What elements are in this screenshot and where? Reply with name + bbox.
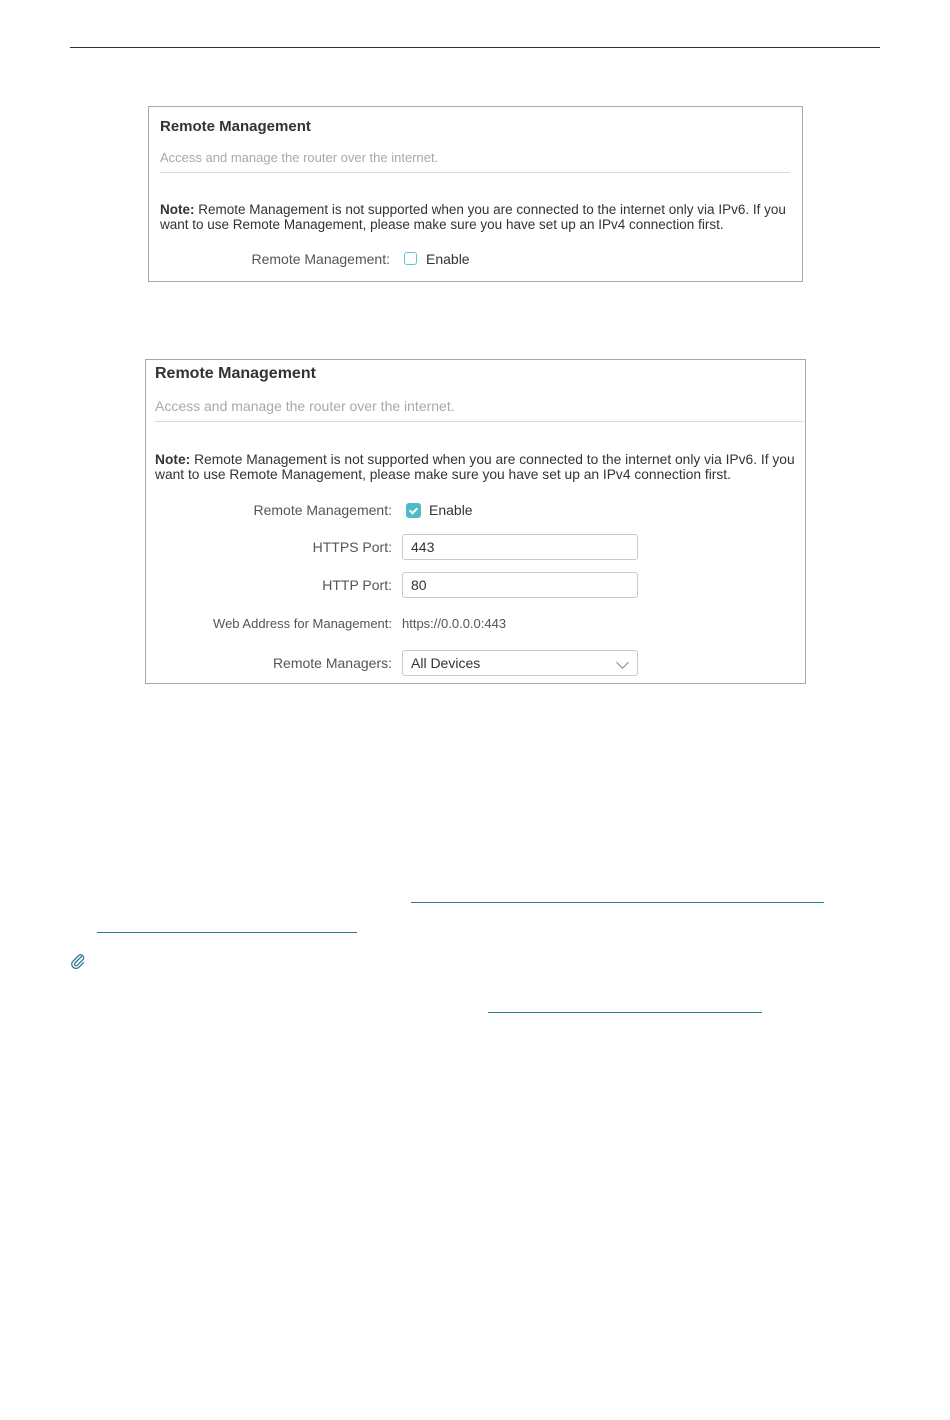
header-rule: [70, 47, 880, 48]
link-underline[interactable]: [488, 1012, 762, 1013]
note-text: [155, 452, 803, 482]
panel-description: Access and manage the router over the internet.: [160, 150, 439, 165]
chevron-down-icon: [616, 656, 629, 669]
panel-title: Remote Management: [155, 365, 316, 382]
enable-checkbox[interactable]: [404, 252, 417, 265]
http-port-label: HTTP Port:: [322, 577, 392, 593]
panel-divider: [155, 421, 803, 422]
https-port-input[interactable]: 443: [402, 534, 638, 560]
remote-management-label: Remote Management:: [251, 251, 390, 267]
web-address-row: [146, 611, 805, 637]
web-address-label: Web Address for Management:: [213, 616, 392, 631]
panel-title: Remote Management: [160, 118, 311, 135]
link-underline[interactable]: [97, 932, 357, 933]
note-label: Note:: [160, 202, 195, 217]
paperclip-icon: [70, 953, 86, 969]
remote-management-row: [149, 246, 802, 272]
panel-divider: [160, 172, 790, 173]
http-port-input[interactable]: 80: [402, 572, 638, 598]
remote-management-label: Remote Management:: [253, 502, 392, 518]
enable-label[interactable]: Enable: [426, 251, 470, 267]
panel-description: Access and manage the router over the internet.: [155, 398, 455, 414]
remote-management-row: [146, 497, 805, 523]
remote-managers-select[interactable]: [402, 650, 638, 676]
web-address-value: https://0.0.0.0:443: [402, 616, 507, 631]
enable-checkbox[interactable]: [406, 503, 421, 518]
note-label: Note:: [155, 452, 191, 467]
remote-management-panel-disabled: [148, 106, 803, 282]
https-port-label: HTTPS Port:: [312, 539, 392, 555]
note-body: Remote Management is not supported when you are connected to the internet only via IPv6. If you want to use Remote Management, please make sure you have set up an IPv4 connection first.: [155, 452, 795, 482]
note-text: [160, 202, 790, 232]
remote-managers-row: [146, 650, 805, 676]
remote-managers-label: Remote Managers:: [272, 655, 392, 671]
note-body: Remote Management is not supported when you are connected to the internet only via IPv6. If you want to use Remote Management, please make sure you have set up an IPv4 connection first.: [160, 202, 786, 232]
remote-management-panel-enabled: [145, 359, 806, 684]
https-port-row: [146, 534, 805, 560]
remote-managers-selected: All Devices: [411, 655, 481, 671]
enable-label[interactable]: Enable: [429, 502, 473, 518]
link-underline[interactable]: [411, 902, 824, 903]
http-port-row: [146, 572, 805, 598]
